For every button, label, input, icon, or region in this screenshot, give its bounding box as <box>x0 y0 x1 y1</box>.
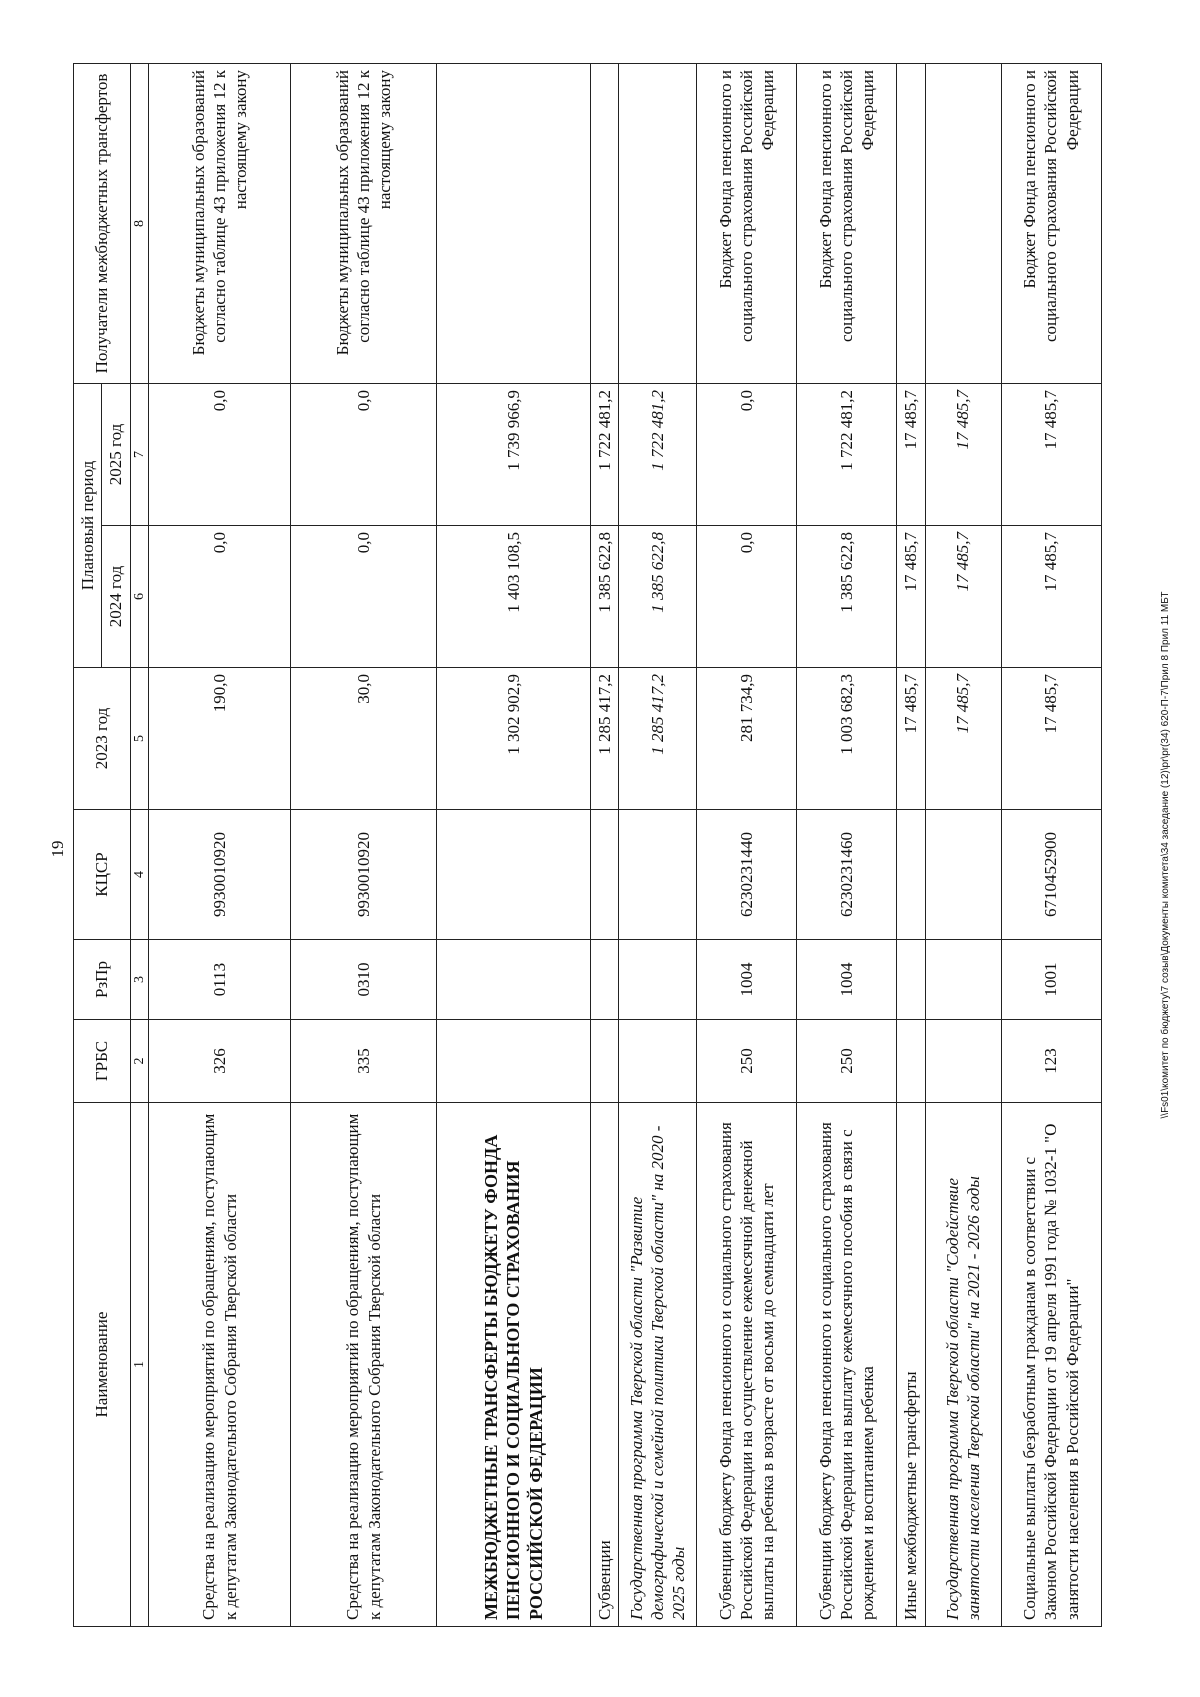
column-index: 8 <box>130 63 149 383</box>
row-2025: 17 485,7 <box>897 383 925 525</box>
row-name: Субвенции <box>591 1103 619 1627</box>
column-index: 3 <box>130 940 149 1020</box>
row-recipient: Бюджет Фонда пенсионного и социального страхования Российской Федерации <box>697 63 797 383</box>
row-2023: 1 003 682,3 <box>797 668 897 810</box>
row-name: Социальные выплаты безработным гражданам в соответствии с Законом Российской Федерации от 19 апреля 1991 года № 1032-1 "О занятости населения в Российской Федерации" <box>1001 1103 1101 1627</box>
row-rzpr: 1001 <box>1001 940 1101 1020</box>
row-grbs: 250 <box>697 1020 797 1103</box>
table-row <box>619 63 697 1626</box>
row-rzpr <box>897 940 925 1020</box>
page-number: 19 <box>48 840 67 858</box>
header-name: Наименование <box>74 1103 131 1627</box>
row-2024: 0,0 <box>697 526 797 668</box>
header-planned-period: Плановый период <box>74 383 102 667</box>
row-2023: 17 485,7 <box>925 668 1001 810</box>
row-2024: 17 485,7 <box>897 526 925 668</box>
row-kcsr <box>591 810 619 940</box>
row-grbs: 335 <box>291 1020 437 1103</box>
table-row <box>1001 63 1101 1626</box>
row-2023: 30,0 <box>291 668 437 810</box>
row-recipient <box>437 63 591 383</box>
table-row <box>591 63 619 1626</box>
row-recipient: Бюджет Фонда пенсионного и социального страхования Российской Федерации <box>797 63 897 383</box>
row-rzpr: 0310 <box>291 940 437 1020</box>
row-2025: 0,0 <box>291 383 437 525</box>
row-2024: 1 403 108,5 <box>437 526 591 668</box>
table-row <box>149 63 291 1626</box>
row-2023: 17 485,7 <box>1001 668 1101 810</box>
row-kcsr <box>619 810 697 940</box>
row-recipient: Бюджет Фонда пенсионного и социального страхования Российской Федерации <box>1001 63 1101 383</box>
row-2024: 1 385 622,8 <box>591 526 619 668</box>
row-grbs <box>925 1020 1001 1103</box>
row-2024: 0,0 <box>149 526 291 668</box>
column-index: 7 <box>130 383 149 525</box>
header-2024: 2024 год <box>102 526 130 668</box>
row-2025: 0,0 <box>697 383 797 525</box>
table-row <box>437 63 591 1626</box>
header-2023: 2023 год <box>74 668 131 810</box>
column-index: 2 <box>130 1020 149 1103</box>
row-kcsr <box>437 810 591 940</box>
row-rzpr <box>925 940 1001 1020</box>
table-row <box>925 63 1001 1626</box>
row-recipient <box>591 63 619 383</box>
row-kcsr: 9930010920 <box>149 810 291 940</box>
row-rzpr: 1004 <box>797 940 897 1020</box>
row-grbs: 250 <box>797 1020 897 1103</box>
row-2024: 1 385 622,8 <box>619 526 697 668</box>
transfers-table <box>73 63 1102 1627</box>
column-index: 4 <box>130 810 149 940</box>
row-2025: 17 485,7 <box>925 383 1001 525</box>
row-2023: 17 485,7 <box>897 668 925 810</box>
row-recipient: Бюджеты муниципальных образований согласно таблице 43 приложения 12 к настоящему закону <box>149 63 291 383</box>
header-rzpr: РзПр <box>74 940 131 1020</box>
row-kcsr <box>925 810 1001 940</box>
column-index-row <box>130 63 149 1626</box>
row-name: Средства на реализацию мероприятий по обращениям, поступающим к депутатам Законодательного Собрания Тверской области <box>291 1103 437 1627</box>
row-name: Иные межбюджетные трансферты <box>897 1103 925 1627</box>
row-name: Субвенции бюджету Фонда пенсионного и социального страхования Российской Федерации на выплату ежемесячного пособия в связи с рождением и воспитанием ребенка <box>797 1103 897 1627</box>
row-2025: 1 739 966,9 <box>437 383 591 525</box>
row-rzpr <box>591 940 619 1020</box>
row-grbs <box>897 1020 925 1103</box>
row-rzpr <box>437 940 591 1020</box>
file-path-footer: \\Fs01\комитет по бюджету\7 созыв\Документы комитета\34 заседание (12)\pr\pr(34) 620-П-7\Прил 8 Прил 11 МБТ <box>1160 591 1171 1119</box>
table-row <box>697 63 797 1626</box>
row-rzpr: 0113 <box>149 940 291 1020</box>
row-recipient <box>897 63 925 383</box>
row-recipient <box>925 63 1001 383</box>
header-row <box>74 63 102 1626</box>
header-grbs: ГРБС <box>74 1020 131 1103</box>
row-2024: 1 385 622,8 <box>797 526 897 668</box>
header-recipients: Получатели межбюджетных трансфертов <box>74 63 131 383</box>
row-grbs <box>619 1020 697 1103</box>
row-rzpr: 1004 <box>697 940 797 1020</box>
row-name: Средства на реализацию мероприятий по обращениям, поступающим к депутатам Законодательного Собрания Тверской области <box>149 1103 291 1627</box>
row-grbs <box>437 1020 591 1103</box>
row-2023: 281 734,9 <box>697 668 797 810</box>
row-grbs <box>591 1020 619 1103</box>
header-2025: 2025 год <box>102 383 130 525</box>
row-2025: 17 485,7 <box>1001 383 1101 525</box>
row-recipient <box>619 63 697 383</box>
table-row <box>291 63 437 1626</box>
column-index: 5 <box>130 668 149 810</box>
row-rzpr <box>619 940 697 1020</box>
row-2023: 190,0 <box>149 668 291 810</box>
row-2023: 1 302 902,9 <box>437 668 591 810</box>
row-grbs: 326 <box>149 1020 291 1103</box>
row-2023: 1 285 417,2 <box>591 668 619 810</box>
row-kcsr <box>897 810 925 940</box>
row-2024: 17 485,7 <box>1001 526 1101 668</box>
row-kcsr: 6230231440 <box>697 810 797 940</box>
row-name: Государственная программа Тверской области "Развитие демографической и семейной политики Тверской области" на 2020 - 2025 годы <box>619 1103 697 1627</box>
header-kcsr: КЦСР <box>74 810 131 940</box>
row-name: Субвенции бюджету Фонда пенсионного и социального страхования Российской Федерации на осуществление ежемесячной денежной выплаты на ребенка в возрасте от восьми до семнадцати лет <box>697 1103 797 1627</box>
column-index: 1 <box>130 1103 149 1627</box>
row-2025: 1 722 481,2 <box>619 383 697 525</box>
row-name: МЕЖБЮДЖЕТНЫЕ ТРАНСФЕРТЫ БЮДЖЕТУ ФОНДА ПЕНСИОННОГО И СОЦИАЛЬНОГО СТРАХОВАНИЯ РОССИЙСКОЙ ФЕДЕРАЦИИ <box>437 1103 591 1627</box>
row-2024: 17 485,7 <box>925 526 1001 668</box>
row-name: Государственная программа Тверской области "Содействие занятости населения Тверской области" на 2021 - 2026 годы <box>925 1103 1001 1627</box>
row-2024: 0,0 <box>291 526 437 668</box>
row-2023: 1 285 417,2 <box>619 668 697 810</box>
column-index: 6 <box>130 526 149 668</box>
row-2025: 1 722 481,2 <box>797 383 897 525</box>
row-2025: 1 722 481,2 <box>591 383 619 525</box>
row-2025: 0,0 <box>149 383 291 525</box>
table-row <box>897 63 925 1626</box>
row-grbs: 123 <box>1001 1020 1101 1103</box>
row-kcsr: 6710452900 <box>1001 810 1101 940</box>
table-row <box>797 63 897 1626</box>
row-kcsr: 9930010920 <box>291 810 437 940</box>
row-kcsr: 6230231460 <box>797 810 897 940</box>
row-recipient: Бюджеты муниципальных образований согласно таблице 43 приложения 12 к настоящему закону <box>291 63 437 383</box>
